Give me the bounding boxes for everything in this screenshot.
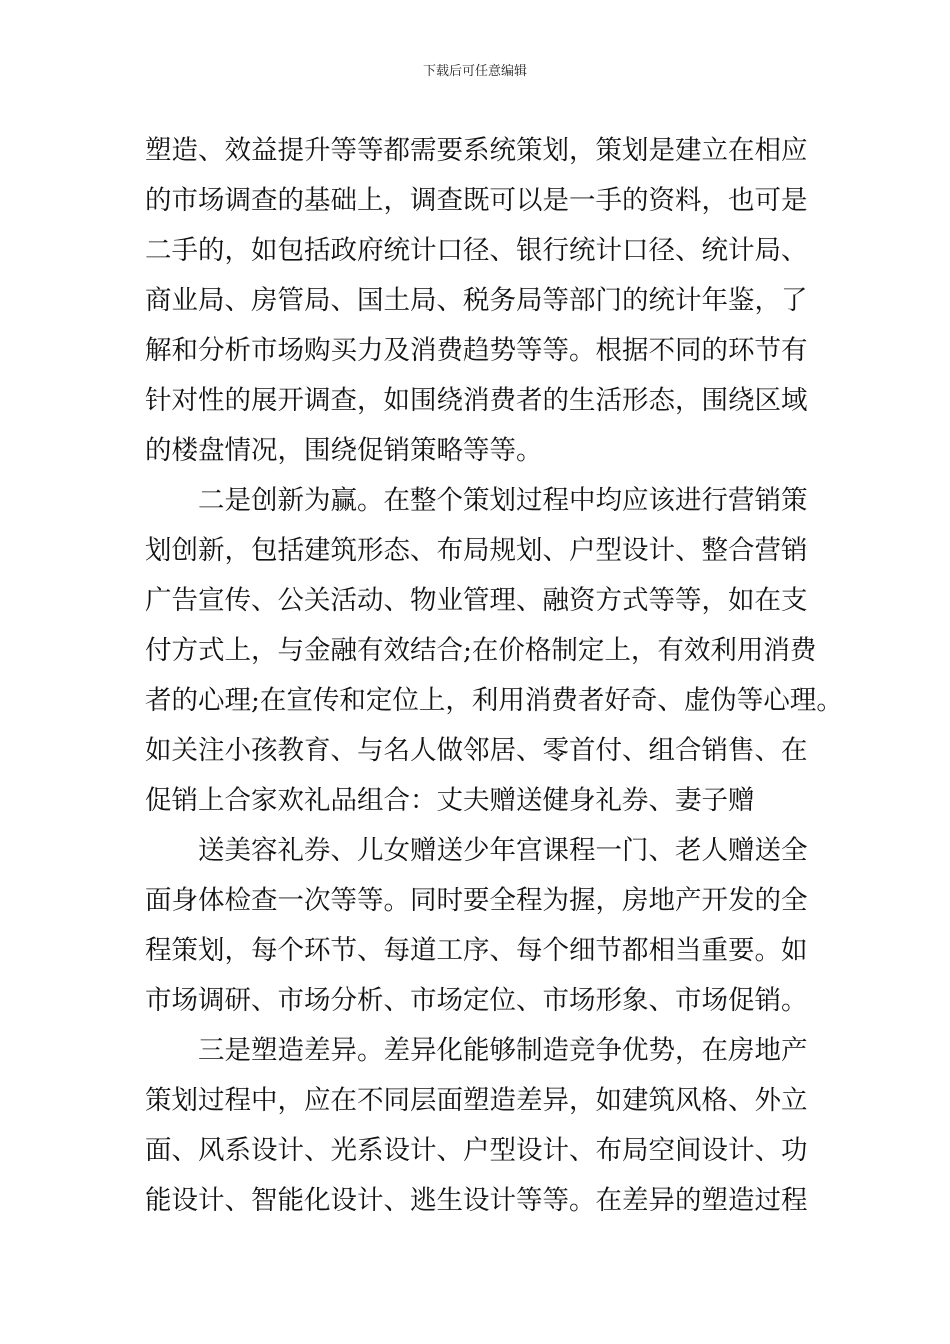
text-line: 如关注小孩教育、与名人做邻居、零首付、组合销售、在 xyxy=(145,735,808,766)
text-line: 划创新，包括建筑形态、布局规划、户型设计、整合营销 xyxy=(145,535,808,566)
text-line: 者的心理;在宣传和定位上，利用消费者好奇、虚伪等心理。 xyxy=(145,685,843,716)
text-line: 策划过程中，应在不同层面塑造差异，如建筑风格、外立 xyxy=(145,1085,808,1116)
text-line: 送美容礼券、儿女赠送少年宫课程一门、老人赠送全 xyxy=(198,835,808,866)
text-line: 针对性的展开调查，如围绕消费者的生活形态，围绕区域 xyxy=(145,385,808,416)
text-line: 付方式上，与金融有效结合;在价格制定上，有效利用消费 xyxy=(145,635,817,666)
body-text xyxy=(145,126,843,1226)
text-line: 商业局、房管局、国土局、税务局等部门的统计年鉴，了 xyxy=(145,285,808,316)
text-line: 塑造、效益提升等等都需要系统策划，策划是建立在相应 xyxy=(145,135,808,166)
text-line: 二手的，如包括政府统计口径、银行统计口径、统计局、 xyxy=(145,235,808,266)
text-line: 能设计、智能化设计、逃生设计等等。在差异的塑造过程 xyxy=(145,1185,808,1216)
text-line: 三是塑造差异。差异化能够制造竞争优势，在房地产 xyxy=(198,1035,808,1066)
text-line: 市场调研、市场分析、市场定位、市场形象、市场促销。 xyxy=(145,985,808,1016)
page-header: 下载后可任意编辑 xyxy=(422,64,527,79)
text-line: 二是创新为赢。在整个策划过程中均应该进行营销策 xyxy=(198,485,808,516)
text-line: 程策划，每个环节、每道工序、每个细节都相当重要。如 xyxy=(145,935,808,966)
text-line: 广告宣传、公关活动、物业管理、融资方式等等，如在支 xyxy=(145,585,808,616)
text-line: 面、风系设计、光系设计、户型设计、布局空间设计、功 xyxy=(145,1135,808,1166)
text-line: 促销上合家欢礼品组合：丈夫赠送健身礼券、妻子赠 xyxy=(145,785,755,816)
text-line: 的市场调查的基础上，调查既可以是一手的资料，也可是 xyxy=(145,185,808,216)
text-line: 的楼盘情况，围绕促销策略等等。 xyxy=(145,435,543,466)
text-line: 解和分析市场购买力及消费趋势等等。根据不同的环节有 xyxy=(145,335,808,366)
text-line: 面身体检查一次等等。同时要全程为握，房地产开发的全 xyxy=(145,885,808,916)
